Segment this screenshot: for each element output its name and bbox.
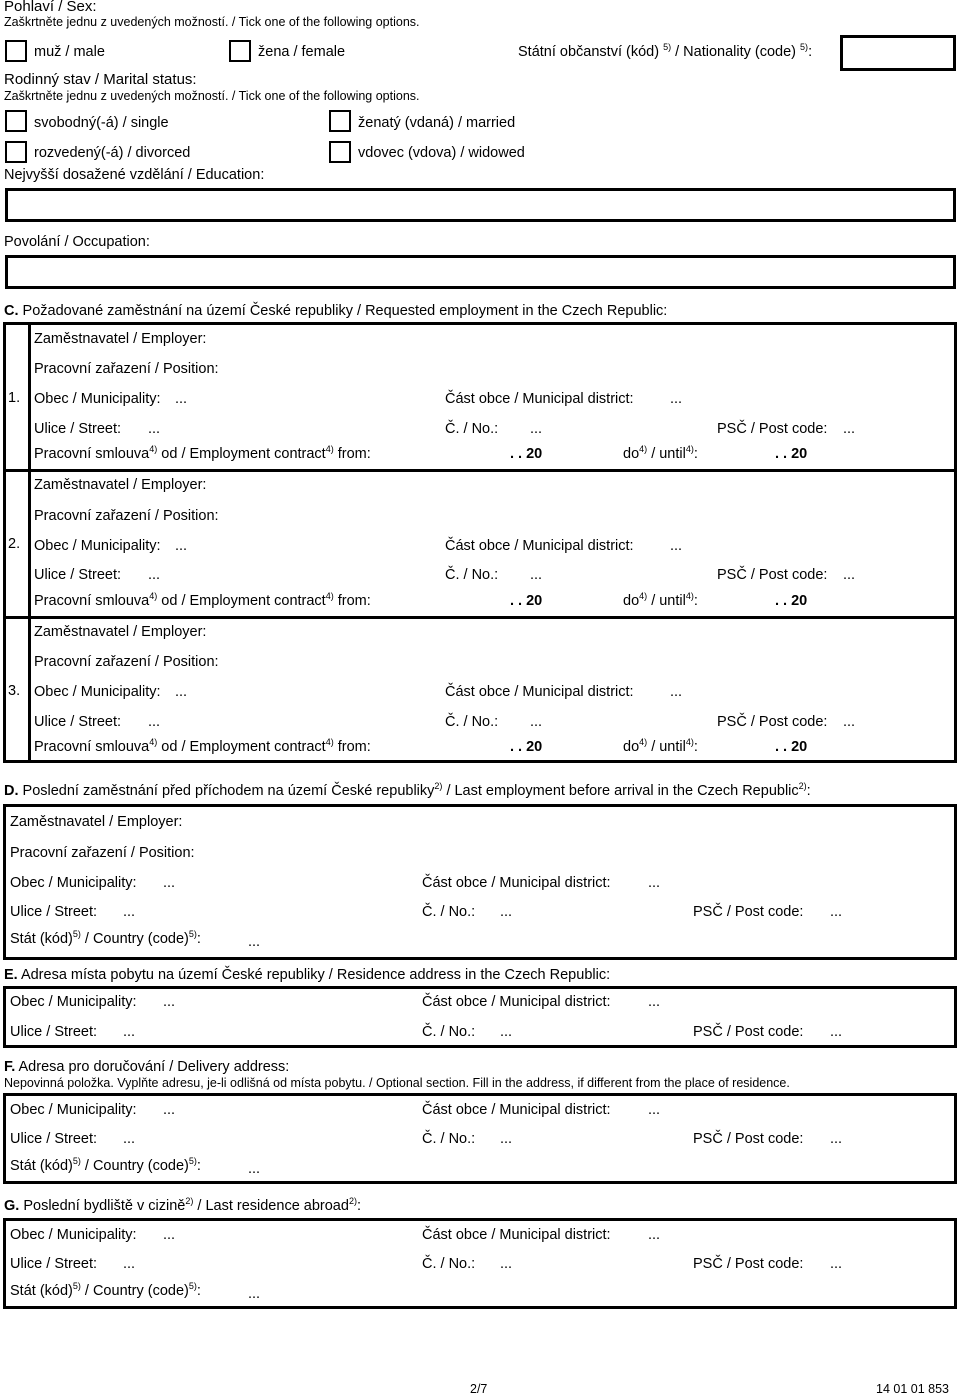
contract-until-field-2[interactable]: . . 20: [775, 593, 808, 609]
f-country-label: Stát (kód)$^{5)}$ / Country (code)$^{5)}$:: [10, 1156, 201, 1174]
district-field-1[interactable]: ...: [670, 391, 683, 407]
position-label-2: Pracovní zařazení / Position:: [34, 508, 219, 524]
contract-from-field-2[interactable]: . . 20: [510, 593, 543, 609]
municipality-label-2: Obec / Municipality:: [34, 538, 161, 554]
d-position-label: Pracovní zařazení / Position:: [10, 845, 195, 861]
f-number-field[interactable]: ...: [500, 1131, 513, 1147]
g-municipality-field[interactable]: ...: [163, 1227, 176, 1243]
until-label-1: $do^{4)}$ / until$^{4)}$:: [623, 444, 698, 462]
single-checkbox[interactable]: [5, 110, 27, 132]
g-postcode-label: PSČ / Post code:: [693, 1256, 804, 1272]
municipality-field-2[interactable]: ...: [175, 538, 188, 554]
d-street-label: Ulice / Street:: [10, 904, 98, 920]
f-street-label: Ulice / Street:: [10, 1131, 98, 1147]
municipality-label-1: Obec / Municipality:: [34, 391, 161, 407]
postcode-field-3[interactable]: ...: [843, 714, 856, 730]
section-f-title: F. Adresa pro doručování / Delivery address:: [4, 1059, 290, 1075]
nationality-label: Státní občanství (kód) $^{5)}$ / Nationality (code) $^{5)}$:: [518, 42, 813, 60]
section-d-title: D. Poslední zaměstnání před příchodem na území České republiky$^{2)}$ / Last employment before arrival in the Czech Republic$^{2)}$:: [4, 781, 811, 799]
d-postcode-field[interactable]: ...: [830, 904, 843, 920]
occupation-field[interactable]: [5, 255, 956, 289]
occupation-label: Povolání / Occupation:: [4, 234, 150, 250]
employer-label-1: Zaměstnavatel / Employer:: [34, 331, 207, 347]
page-number: 2/7: [470, 1382, 488, 1396]
d-number-field[interactable]: ...: [500, 904, 513, 920]
section-c-title: C. Požadované zaměstnání na území České republiky / Requested employment in the Czech Republic:: [4, 303, 668, 319]
f-municipality-field[interactable]: ...: [163, 1102, 176, 1118]
contract-label-2: Pracovní smlouva$^{4)}$ od / Employment contract$^{4)}$ from:: [34, 591, 371, 609]
district-label-1: Část obce / Municipal district:: [445, 391, 634, 407]
employment-separator-1: [3, 469, 957, 472]
number-label-3: Č. / No.:: [445, 714, 499, 730]
g-street-label: Ulice / Street:: [10, 1256, 98, 1272]
e-number-field[interactable]: ...: [500, 1024, 513, 1040]
education-label: Nejvyšší dosažené vzdělání / Education:: [4, 167, 265, 183]
municipality-field-1[interactable]: ...: [175, 391, 188, 407]
f-street-field[interactable]: ...: [123, 1131, 136, 1147]
divorced-label: rozvedený(-á) / divorced: [34, 145, 191, 161]
e-street-field[interactable]: ...: [123, 1024, 136, 1040]
f-postcode-field[interactable]: ...: [830, 1131, 843, 1147]
female-label: žena / female: [258, 44, 346, 60]
f-district-field[interactable]: ...: [648, 1102, 661, 1118]
g-street-field[interactable]: ...: [123, 1256, 136, 1272]
g-number-field[interactable]: ...: [500, 1256, 513, 1272]
municipality-field-3[interactable]: ...: [175, 684, 188, 700]
district-label-3: Část obce / Municipal district:: [445, 684, 634, 700]
gender-label: Pohlaví / Sex:: [4, 0, 97, 15]
district-label-2: Část obce / Municipal district:: [445, 538, 634, 554]
marital-label: Rodinný stav / Marital status:: [4, 71, 197, 88]
employment-number-2: 2.: [8, 536, 21, 552]
e-street-label: Ulice / Street:: [10, 1024, 98, 1040]
district-field-2[interactable]: ...: [670, 538, 683, 554]
section-e-title: E. Adresa místa pobytu na území České republiky / Residence address in the Czech Republic:: [4, 967, 611, 983]
d-street-field[interactable]: ...: [123, 904, 136, 920]
divorced-checkbox[interactable]: [5, 141, 27, 163]
section-c-divider: [28, 323, 31, 762]
f-postcode-label: PSČ / Post code:: [693, 1131, 804, 1147]
e-district-field[interactable]: ...: [648, 994, 661, 1010]
education-field[interactable]: [5, 188, 956, 222]
g-municipality-label: Obec / Municipality:: [10, 1227, 137, 1243]
f-country-field[interactable]: ...: [248, 1161, 261, 1177]
d-number-label: Č. / No.:: [422, 904, 476, 920]
g-district-field[interactable]: ...: [648, 1227, 661, 1243]
postcode-label-3: PSČ / Post code:: [717, 714, 828, 730]
e-postcode-field[interactable]: ...: [830, 1024, 843, 1040]
d-country-label: Stát (kód)$^{5)}$ / Country (code)$^{5)}$:: [10, 929, 201, 947]
single-label: svobodný(-á) / single: [34, 115, 169, 131]
f-municipality-label: Obec / Municipality:: [10, 1102, 137, 1118]
f-number-label: Č. / No.:: [422, 1131, 476, 1147]
f-district-label: Část obce / Municipal district:: [422, 1102, 611, 1118]
g-number-label: Č. / No.:: [422, 1256, 476, 1272]
position-label-1: Pracovní zařazení / Position:: [34, 361, 219, 377]
contract-from-field-1[interactable]: . . 20: [510, 446, 543, 462]
until-label-3: $do^{4)}$ / until$^{4)}$:: [623, 737, 698, 755]
employer-label-3: Zaměstnavatel / Employer:: [34, 624, 207, 640]
widowed-label: vdovec (vdova) / widowed: [358, 145, 525, 161]
postcode-label-1: PSČ / Post code:: [717, 421, 828, 437]
number-label-1: Č. / No.:: [445, 421, 499, 437]
section-f-note: Nepovinná položka. Vyplňte adresu, je-li odlišná od místa pobytu. / Optional section. Fill in the address, if different from the place of residence.: [4, 1076, 790, 1090]
employer-label-2: Zaměstnavatel / Employer:: [34, 477, 207, 493]
male-checkbox[interactable]: [5, 40, 27, 62]
e-number-label: Č. / No.:: [422, 1024, 476, 1040]
nationality-field[interactable]: [840, 35, 956, 71]
d-district-field[interactable]: ...: [648, 875, 661, 891]
g-district-label: Část obce / Municipal district:: [422, 1227, 611, 1243]
number-field-2[interactable]: ...: [530, 567, 543, 583]
postcode-field-1[interactable]: ...: [843, 421, 856, 437]
e-municipality-field[interactable]: ...: [163, 994, 176, 1010]
female-checkbox[interactable]: [229, 40, 251, 62]
d-district-label: Část obce / Municipal district:: [422, 875, 611, 891]
g-country-field[interactable]: ...: [248, 1286, 261, 1302]
postcode-field-2[interactable]: ...: [843, 567, 856, 583]
gender-hint: Zaškrtněte jednu z uvedených možností. / Tick one of the following options.: [4, 15, 420, 29]
contract-label-1: Pracovní smlouva$^{4)}$ od / Employment contract$^{4)}$ from:: [34, 444, 371, 462]
number-label-2: Č. / No.:: [445, 567, 499, 583]
married-label: ženatý (vdaná) / married: [358, 115, 516, 131]
section-g-title: G. Poslední bydliště v cizině$^{2)}$ / Last residence abroad$^{2)}$:: [4, 1196, 361, 1214]
d-municipality-label: Obec / Municipality:: [10, 875, 137, 891]
e-district-label: Část obce / Municipal district:: [422, 994, 611, 1010]
d-postcode-label: PSČ / Post code:: [693, 904, 804, 920]
until-label-2: $do^{4)}$ / until$^{4)}$:: [623, 591, 698, 609]
employment-number-3: 3.: [8, 683, 21, 699]
married-checkbox[interactable]: [329, 110, 351, 132]
male-label: muž / male: [34, 44, 105, 60]
contract-until-field-1[interactable]: . . 20: [775, 446, 808, 462]
street-field-1[interactable]: ...: [148, 421, 161, 437]
number-field-1[interactable]: ...: [530, 421, 543, 437]
g-postcode-field[interactable]: ...: [830, 1256, 843, 1272]
employment-number-1: 1.: [8, 390, 21, 406]
street-field-3[interactable]: ...: [148, 714, 161, 730]
street-label-3: Ulice / Street:: [34, 714, 122, 730]
contract-from-field-3[interactable]: . . 20: [510, 739, 543, 755]
street-field-2[interactable]: ...: [148, 567, 161, 583]
contract-until-field-3[interactable]: . . 20: [775, 739, 808, 755]
municipality-label-3: Obec / Municipality:: [34, 684, 161, 700]
marital-hint: Zaškrtněte jednu z uvedených možností. / Tick one of the following options.: [4, 89, 420, 103]
number-field-3[interactable]: ...: [530, 714, 543, 730]
widowed-checkbox[interactable]: [329, 141, 351, 163]
postcode-label-2: PSČ / Post code:: [717, 567, 828, 583]
d-municipality-field[interactable]: ...: [163, 875, 176, 891]
g-country-label: Stát (kód)$^{5)}$ / Country (code)$^{5)}$:: [10, 1281, 201, 1299]
position-label-3: Pracovní zařazení / Position:: [34, 654, 219, 670]
street-label-1: Ulice / Street:: [34, 421, 122, 437]
employment-separator-2: [3, 616, 957, 619]
e-municipality-label: Obec / Municipality:: [10, 994, 137, 1010]
d-country-field[interactable]: ...: [248, 934, 261, 950]
d-employer-label: Zaměstnavatel / Employer:: [10, 814, 183, 830]
street-label-2: Ulice / Street:: [34, 567, 122, 583]
e-postcode-label: PSČ / Post code:: [693, 1024, 804, 1040]
district-field-3[interactable]: ...: [670, 684, 683, 700]
contract-label-3: Pracovní smlouva$^{4)}$ od / Employment contract$^{4)}$ from:: [34, 737, 371, 755]
form-code: 14 01 01 853: [876, 1382, 949, 1396]
